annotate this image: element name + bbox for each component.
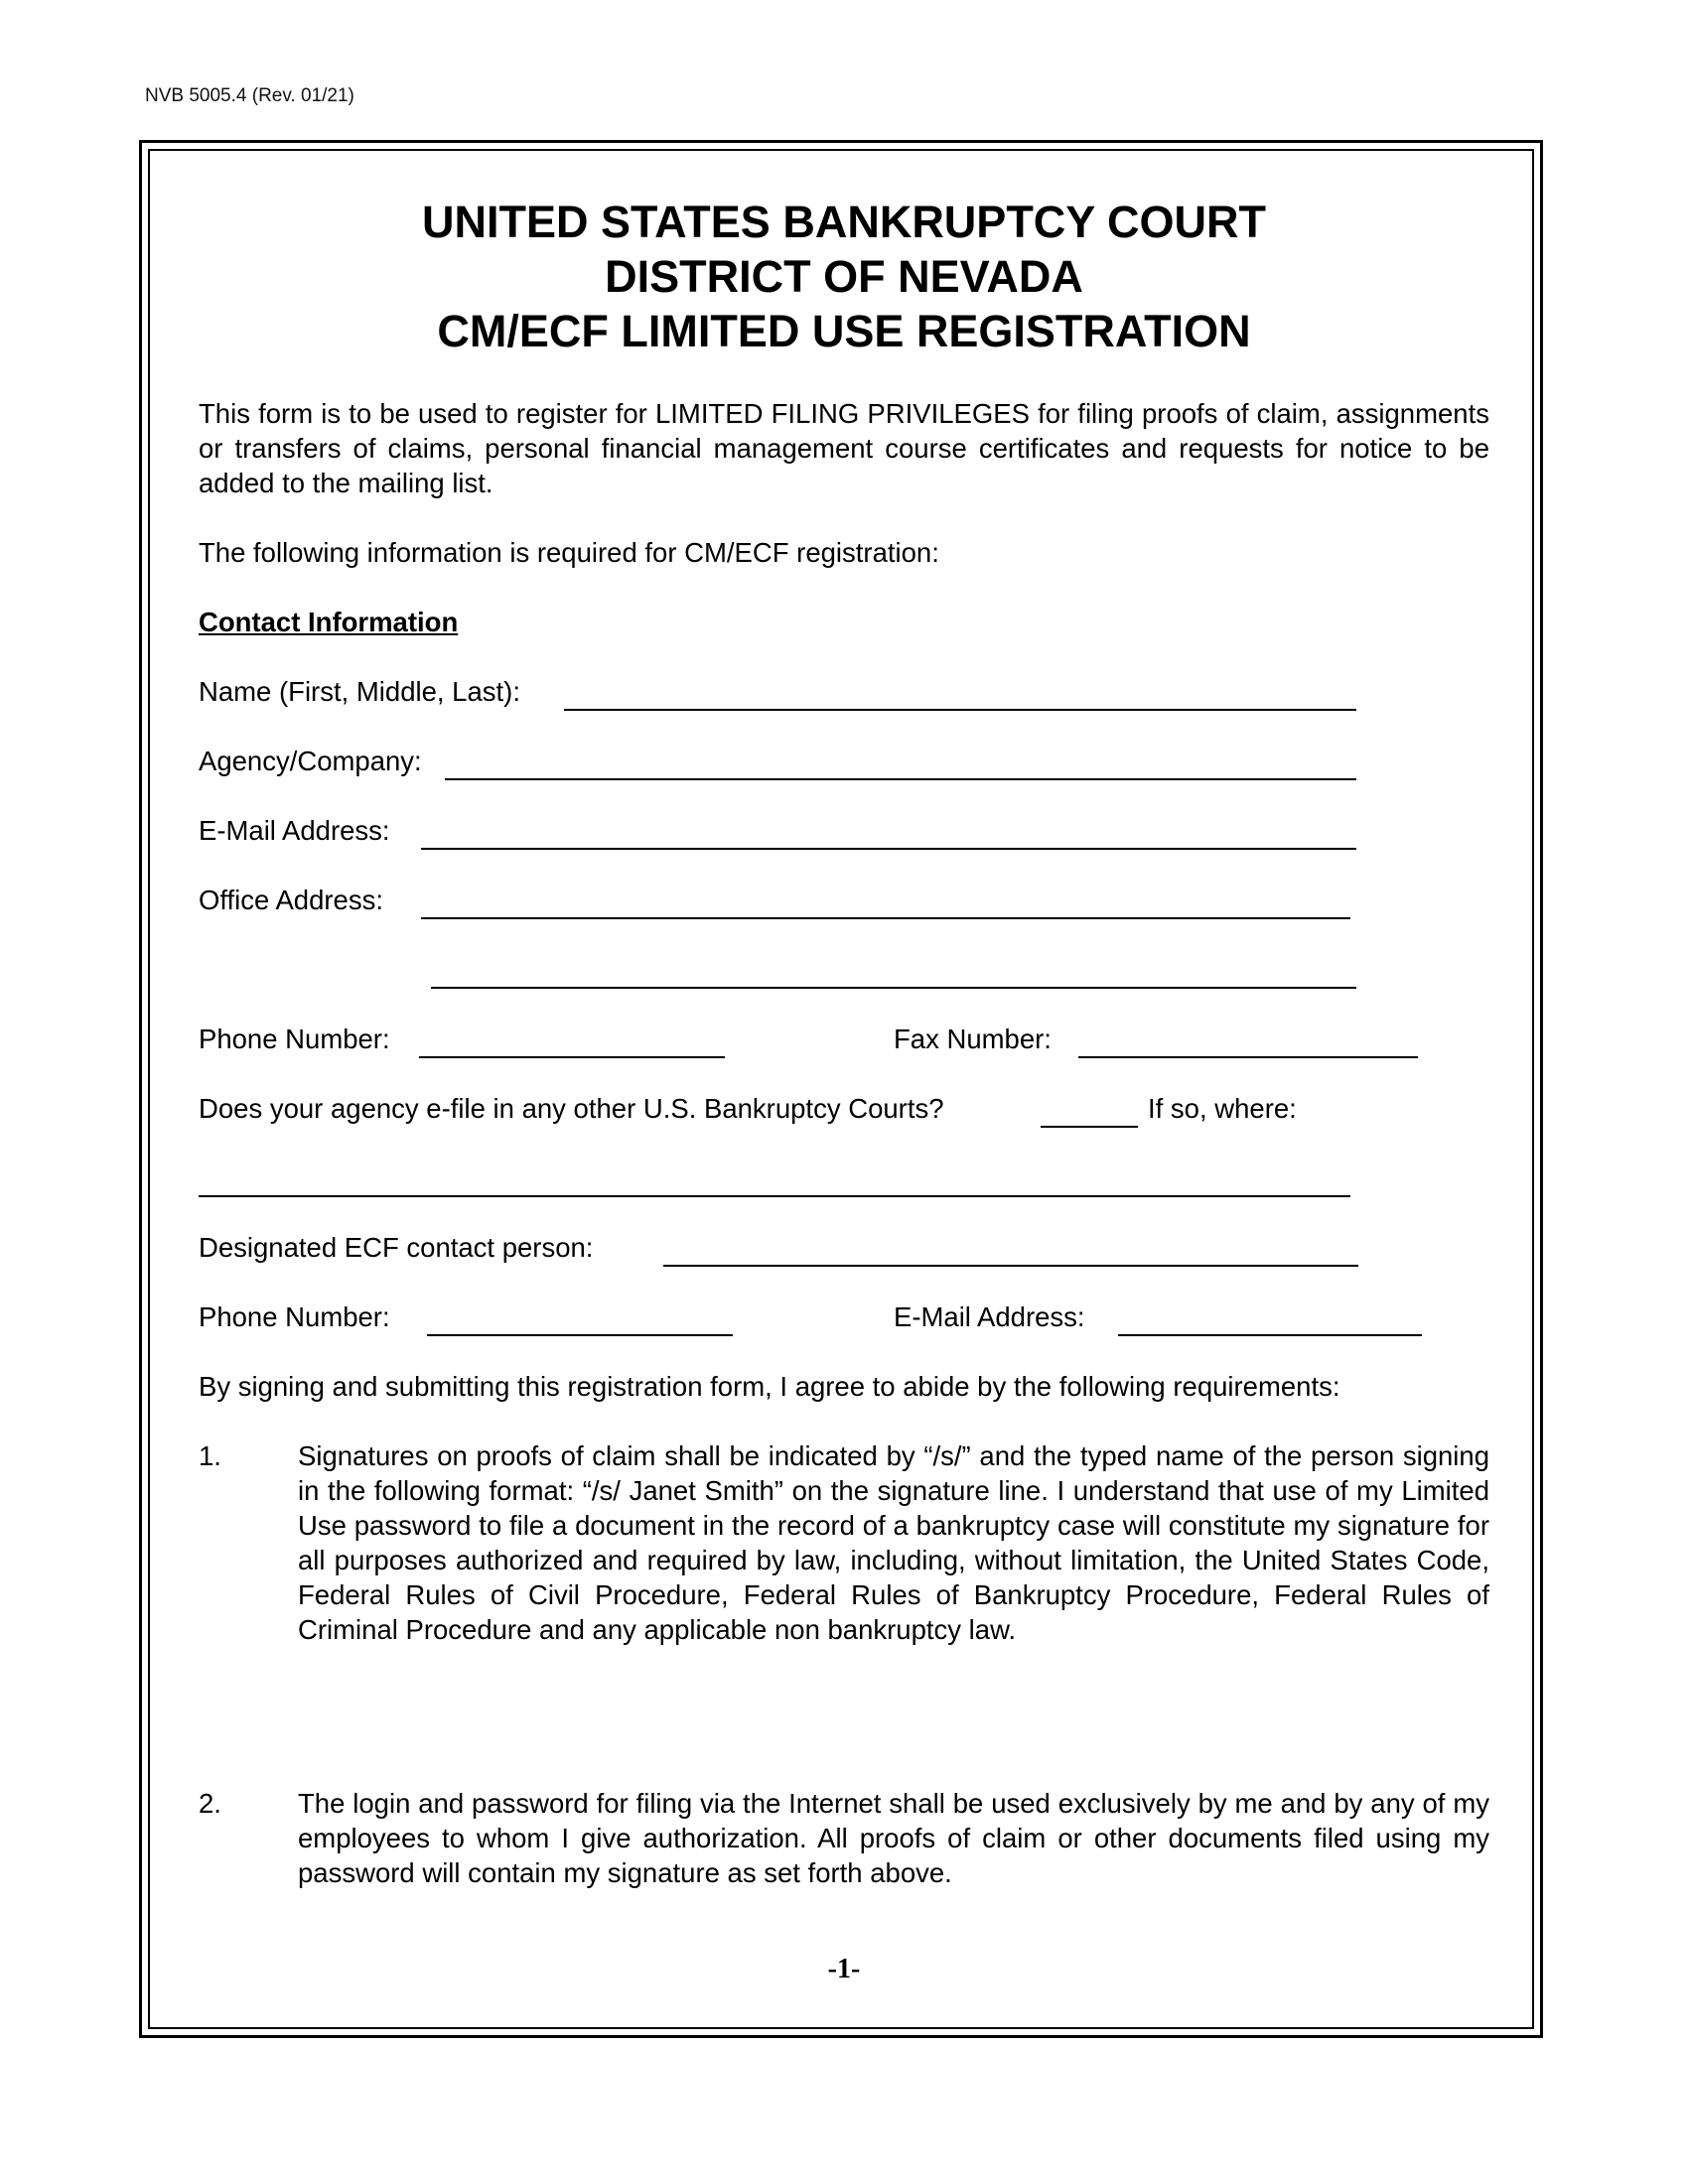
ecf-email-field[interactable]: [1118, 1334, 1422, 1336]
ecf-email-label: E-Mail Address:: [894, 1301, 1085, 1332]
ecf-phone-label: Phone Number:: [199, 1301, 390, 1332]
phone-field[interactable]: [419, 1056, 725, 1058]
other-courts-label: Does your agency e-file in any other U.S. Bankruptcy Courts?: [199, 1093, 944, 1124]
agreement-intro: By signing and submitting this registration form, I agree to abide by the following requirements:: [199, 1371, 1340, 1402]
other-courts-where-field[interactable]: [199, 1195, 1350, 1197]
contact-heading: Contact Information: [199, 607, 459, 637]
agency-label: Agency/Company:: [199, 746, 422, 776]
requirement-number: 2.: [199, 1788, 221, 1819]
agency-field[interactable]: [445, 778, 1356, 780]
office-address-label: Office Address:: [199, 885, 383, 915]
ecf-contact-field[interactable]: [663, 1265, 1358, 1267]
required-note: The following information is required for CM/ECF registration:: [199, 537, 939, 568]
form-code: NVB 5005.4 (Rev. 01/21): [145, 85, 354, 106]
requirement-text: The login and password for filing via the Internet shall be used exclusively by me and by any of my employees to whom I give authorization. All proofs of claim or other documents filed using my password will contain my signature as set forth above.: [298, 1788, 1489, 1888]
ecf-phone-field[interactable]: [427, 1334, 733, 1336]
phone-label: Phone Number:: [199, 1024, 390, 1054]
page-number: -1-: [827, 1954, 861, 1984]
title-form-name: CM/ECF LIMITED USE REGISTRATION: [437, 306, 1251, 356]
email-label: E-Mail Address:: [199, 815, 390, 846]
requirement-number: 1.: [199, 1440, 221, 1471]
title-court: UNITED STATES BANKRUPTCY COURT: [421, 197, 1266, 247]
fax-field[interactable]: [1078, 1056, 1418, 1058]
other-courts-answer-field[interactable]: [1041, 1126, 1138, 1128]
intro-paragraph: This form is to be used to register for LIMITED FILING PRIVILEGES for filing proofs of claim, assignments or transfers of claims, personal financial management course certificates and requests for notice to be added to the mailing list.: [199, 398, 1489, 498]
if-so-label: If so, where:: [1148, 1093, 1297, 1124]
document-title: [0, 195, 1688, 358]
office-address-field-line1[interactable]: [421, 917, 1350, 919]
ecf-contact-label: Designated ECF contact person:: [199, 1232, 594, 1263]
title-district: DISTRICT OF NEVADA: [605, 251, 1083, 302]
office-address-field-line2[interactable]: [431, 987, 1356, 989]
name-label: Name (First, Middle, Last):: [199, 676, 520, 707]
name-field[interactable]: [564, 709, 1356, 711]
requirement-text: Signatures on proofs of claim shall be indicated by “/s/” and the typed name of the person signing in the following format: “/s/ Janet Smith” on the signature line. I understand that use of my Limited Use password to file a document in the record of a bankruptcy case will constitute my signature for all purposes authorized and required by law, including, without limitation, the United States Code, Federal Rules of Civil Procedure, Federal Rules of Bankruptcy Procedure, Federal Rules of Criminal Procedure and any applicable non bankruptcy law.: [298, 1440, 1489, 1645]
fax-label: Fax Number:: [894, 1024, 1052, 1054]
email-field[interactable]: [421, 848, 1356, 850]
